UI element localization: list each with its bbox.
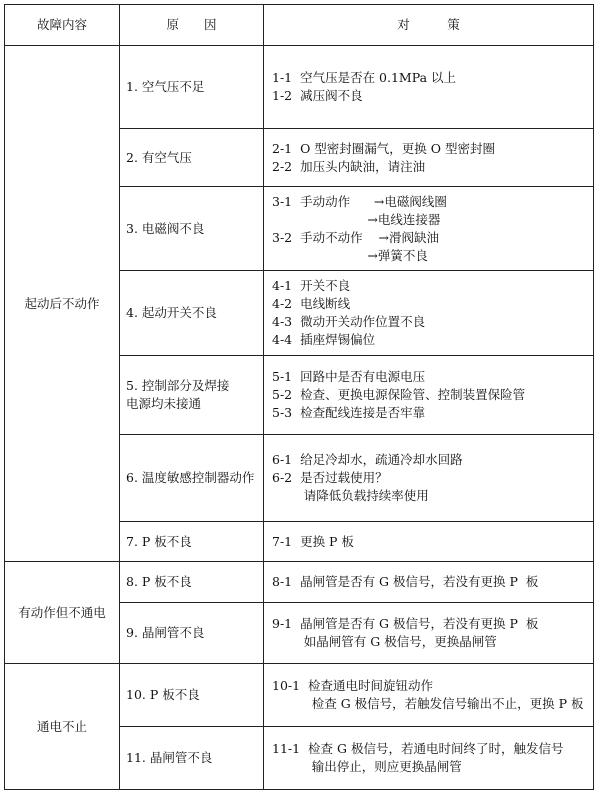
cause-cell: 5. 控制部分及焊接 电源均未接通 [120, 356, 264, 435]
solution-cell: 6-1 给足冷却水，疏通冷却水回路 6-2 是否过载使用？ 请降低负载持续率使用 [264, 435, 594, 522]
cause-cell: 8. P 板不良 [120, 562, 264, 603]
header-cause: 原 因 [120, 5, 264, 46]
table-row [5, 664, 594, 727]
header-row [5, 5, 594, 46]
solution-cell: 8-1 晶闸管是否有 G 极信号，若没有更换 P 板 [264, 562, 594, 603]
cause-cell: 3. 电磁阀不良 [120, 187, 264, 271]
solution-cell: 3-1 手动动作 →电磁阀线圈 →电线连接器 3-2 手动不动作 →滑阀缺油 →弹簧不良 [264, 187, 594, 271]
cause-cell: 7. P 板不良 [120, 522, 264, 562]
header-fault: 故障内容 [5, 5, 120, 46]
cause-cell: 10. P 板不良 [120, 664, 264, 727]
table-body [5, 46, 594, 790]
cause-cell: 1. 空气压不足 [120, 46, 264, 129]
solution-cell: 1-1 空气压是否在 0.1MPa 以上 1-2 减压阀不良 [264, 46, 594, 129]
solution-cell: 10-1 检查通电时间旋钮动作 检查 G 极信号，若触发信号输出不止，更换 P 板 [264, 664, 594, 727]
cause-cell: 6. 温度敏感控制器动作 [120, 435, 264, 522]
fault-cell: 通电不止 [5, 664, 120, 790]
table-row [5, 562, 594, 603]
solution-cell: 7-1 更换 P 板 [264, 522, 594, 562]
cause-cell: 9. 晶闸管不良 [120, 603, 264, 664]
solution-cell: 4-1 开关不良 4-2 电线断线 4-3 微动开关动作位置不良 4-4 插座焊锡偏位 [264, 271, 594, 356]
cause-cell: 11. 晶闸管不良 [120, 727, 264, 790]
solution-cell: 5-1 回路中是否有电源电压 5-2 检查、更换电源保险管、控制装置保险管 5-3 检查配线连接是否牢靠 [264, 356, 594, 435]
cause-cell: 4. 起动开关不良 [120, 271, 264, 356]
header-solution: 对 策 [264, 5, 594, 46]
solution-cell: 11-1 检查 G 极信号，若通电时间终了时，触发信号 输出停止，则应更换晶闸管 [264, 727, 594, 790]
fault-cell: 起动后不动作 [5, 46, 120, 562]
cause-cell: 2. 有空气压 [120, 129, 264, 187]
fault-cell: 有动作但不通电 [5, 562, 120, 664]
table-row [5, 46, 594, 129]
solution-cell: 9-1 晶闸管是否有 G 极信号，若没有更换 P 板 如晶闸管有 G 极信号，更换晶闸管 [264, 603, 594, 664]
troubleshooting-table [4, 4, 594, 790]
solution-cell: 2-1 O 型密封圈漏气，更换 O 型密封圈 2-2 加压头内缺油，请注油 [264, 129, 594, 187]
